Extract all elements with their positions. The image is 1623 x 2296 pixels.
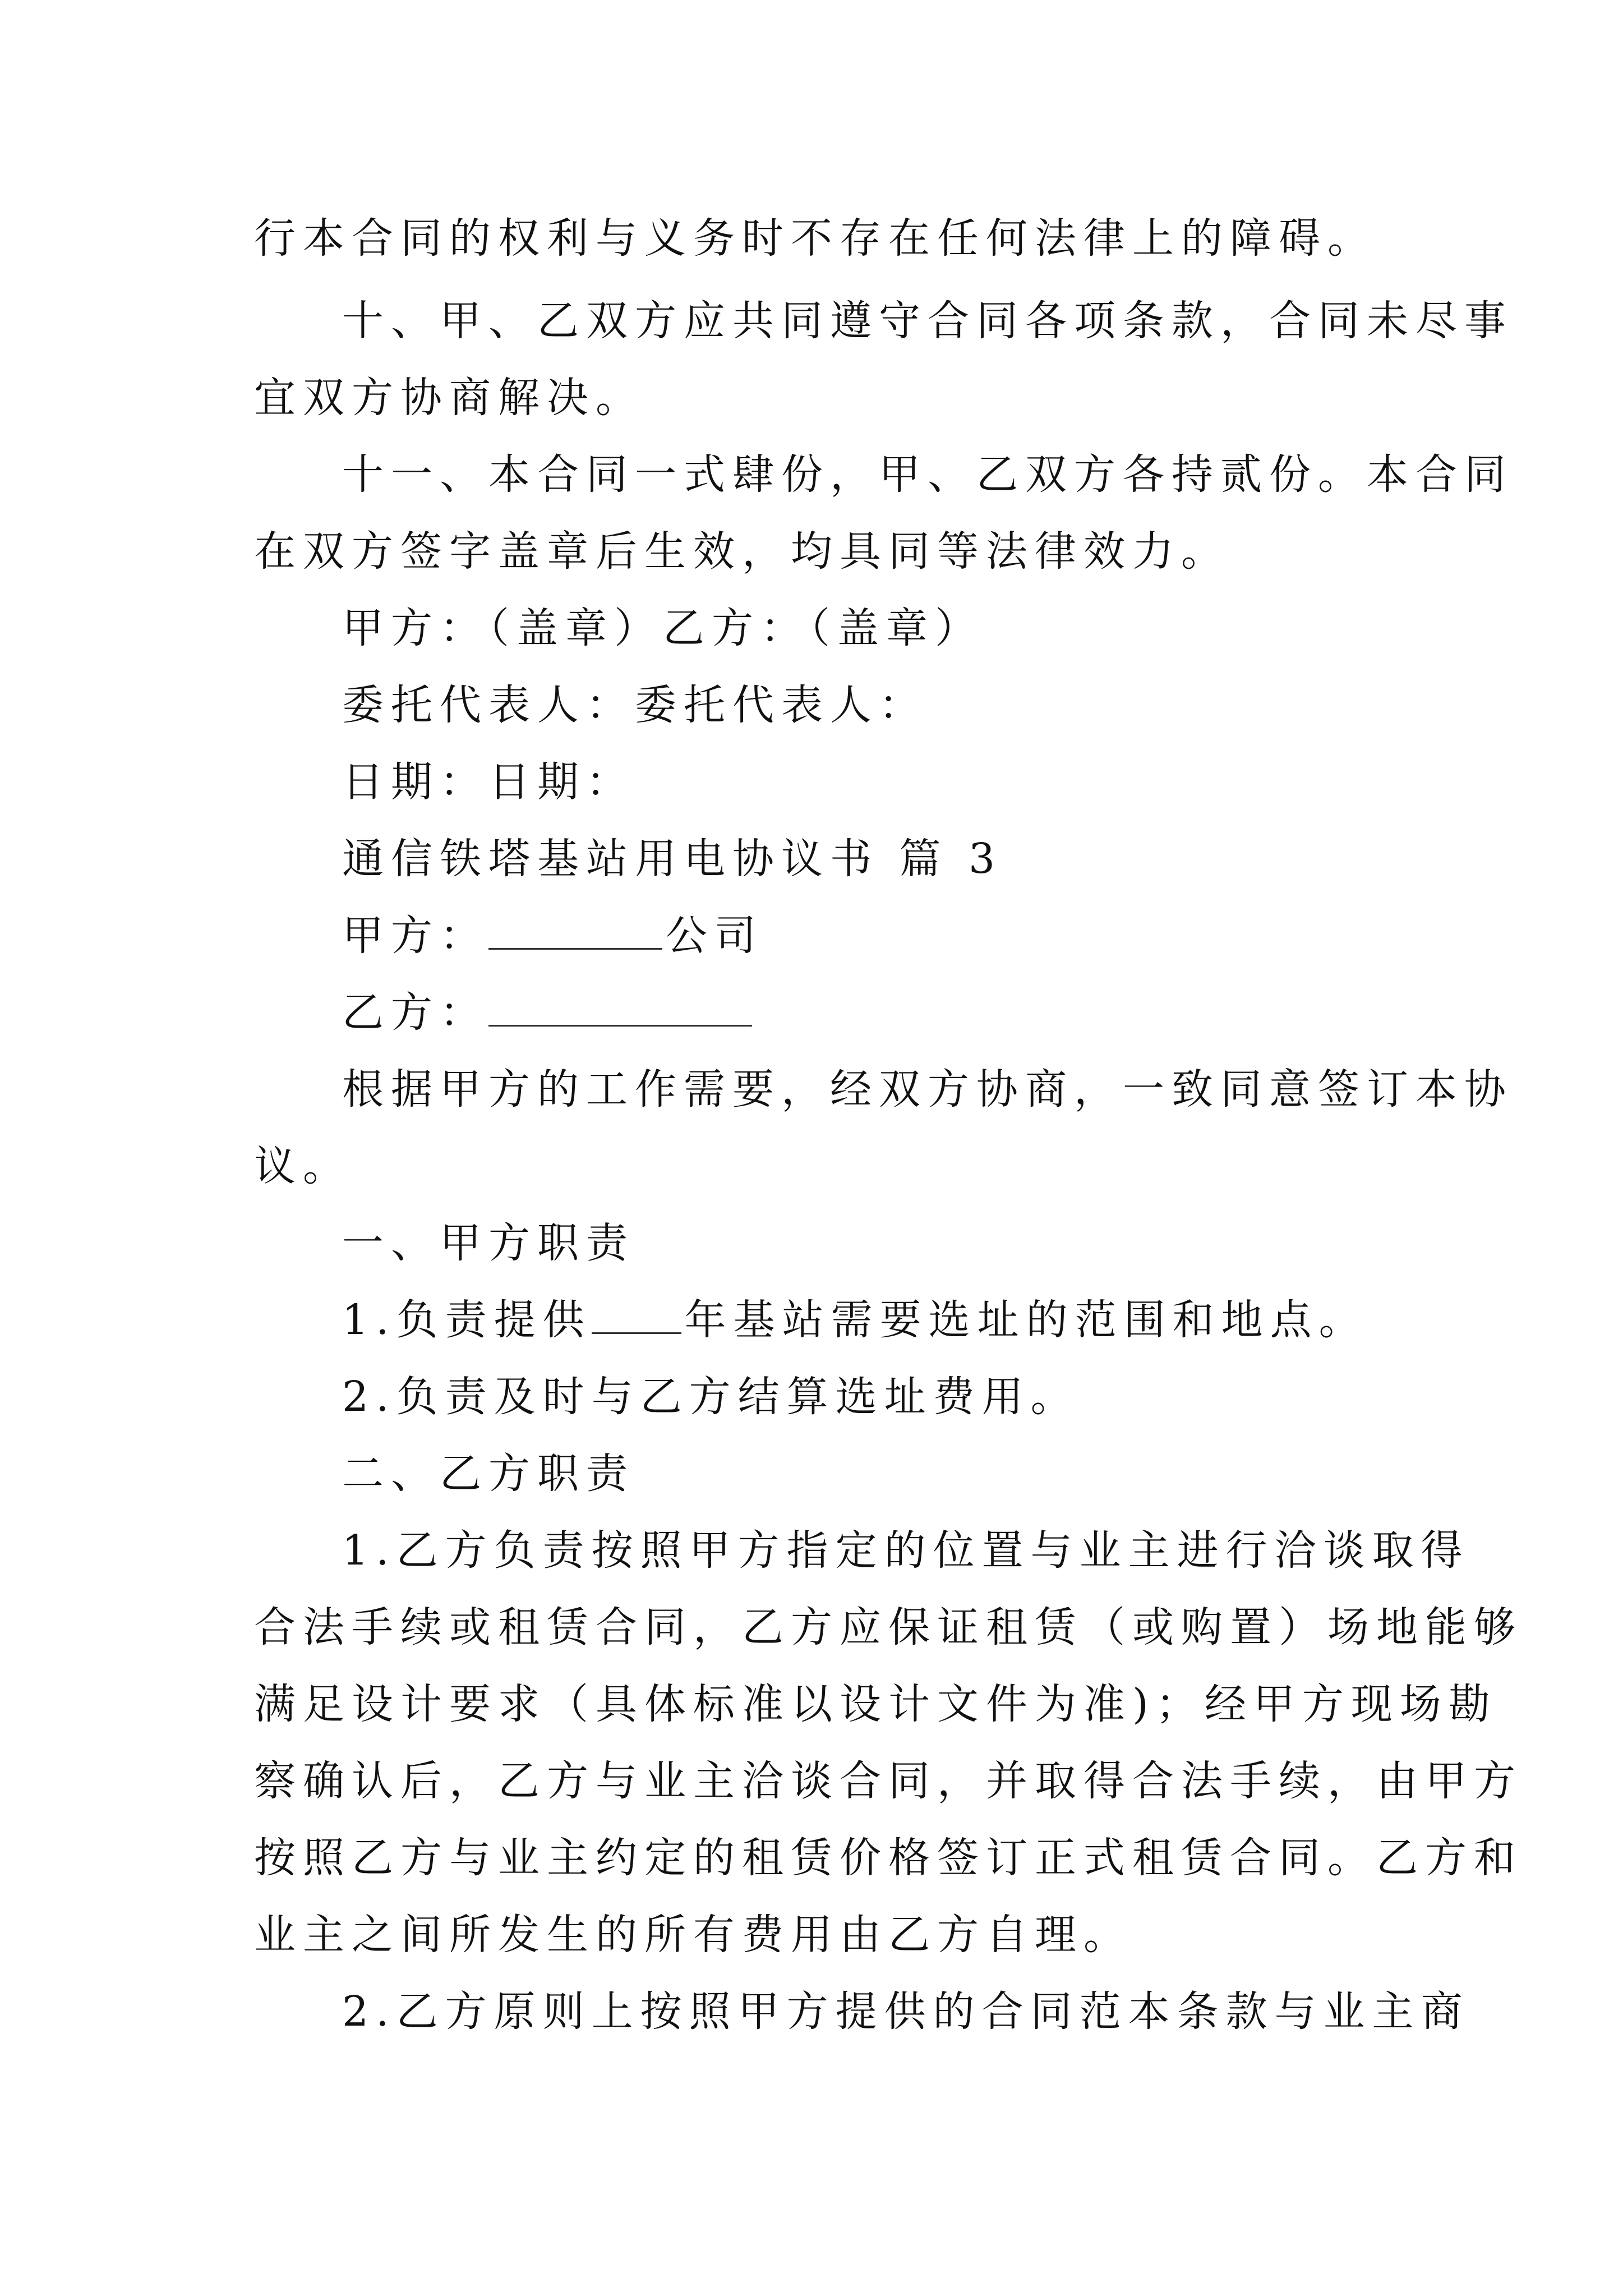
party-a-suffix: 公司	[666, 912, 763, 960]
text-line: 满足设计要求（具体标准以设计文件为准)；经甲方现场勘	[254, 1680, 1497, 1728]
duty-a-2: 2.负责及时与乙方结算选址费用。	[342, 1373, 1080, 1421]
text-line: 行本合同的权利与义务时不存在任何法律上的障碍。	[254, 214, 1376, 263]
party-a-line	[342, 910, 763, 961]
date-line: 日期：日期：	[342, 758, 635, 806]
party-a-blank	[488, 912, 662, 950]
text-line: 察确认后，乙方与业主洽谈合同，并取得合法手续，由甲方	[254, 1757, 1523, 1805]
party-a-label: 甲方：	[342, 912, 488, 960]
text-line: 宜双方协商解决。	[254, 374, 644, 422]
party-b-blank	[488, 989, 752, 1027]
duty-b-2: 2.乙方原则上按照甲方提供的合同范本条款与业主商	[342, 1987, 1470, 2036]
duty-a-1	[342, 1295, 1368, 1345]
party-b-line	[342, 987, 752, 1038]
text-line: 合法手续或租赁合同，乙方应保证租赁（或购置）场地能够	[254, 1603, 1523, 1651]
representative-line: 委托代表人：委托代表人：	[342, 681, 928, 729]
year-blank	[592, 1296, 681, 1334]
duty-b-1: 1.乙方负责按照甲方指定的位置与业主进行洽谈取得	[342, 1526, 1470, 1575]
party-b-label: 乙方：	[342, 988, 488, 1037]
clause-10: 十、甲、乙双方应共同遵守合同各项条款，合同未尽事	[342, 297, 1513, 345]
section-title: 通信铁塔基站用电协议书 篇 3	[342, 835, 1003, 883]
text-line: 议。	[254, 1142, 352, 1190]
seal-line: 甲方：（盖章）乙方：（盖章）	[342, 604, 984, 652]
heading-party-b-duties: 二、乙方职责	[342, 1450, 635, 1498]
text-line: 根据甲方的工作需要，经双方协商，一致同意签订本协	[342, 1065, 1513, 1114]
duty-a-1-suffix: 年基站需要选址的范围和地点。	[684, 1296, 1368, 1344]
clause-11: 十一、本合同一式肆份，甲、乙双方各持贰份。本合同	[342, 450, 1513, 499]
duty-a-1-prefix: 1.负责提供	[342, 1296, 592, 1344]
heading-party-a-duties: 一、甲方职责	[342, 1219, 635, 1267]
text-line: 按照乙方与业主约定的租赁价格签订正式租赁合同。乙方和	[254, 1834, 1523, 1882]
text-line: 在双方签字盖章后生效，均具同等法律效力。	[254, 527, 1230, 576]
text-line: 业主之间所发生的所有费用由乙方自理。	[254, 1911, 1132, 1959]
